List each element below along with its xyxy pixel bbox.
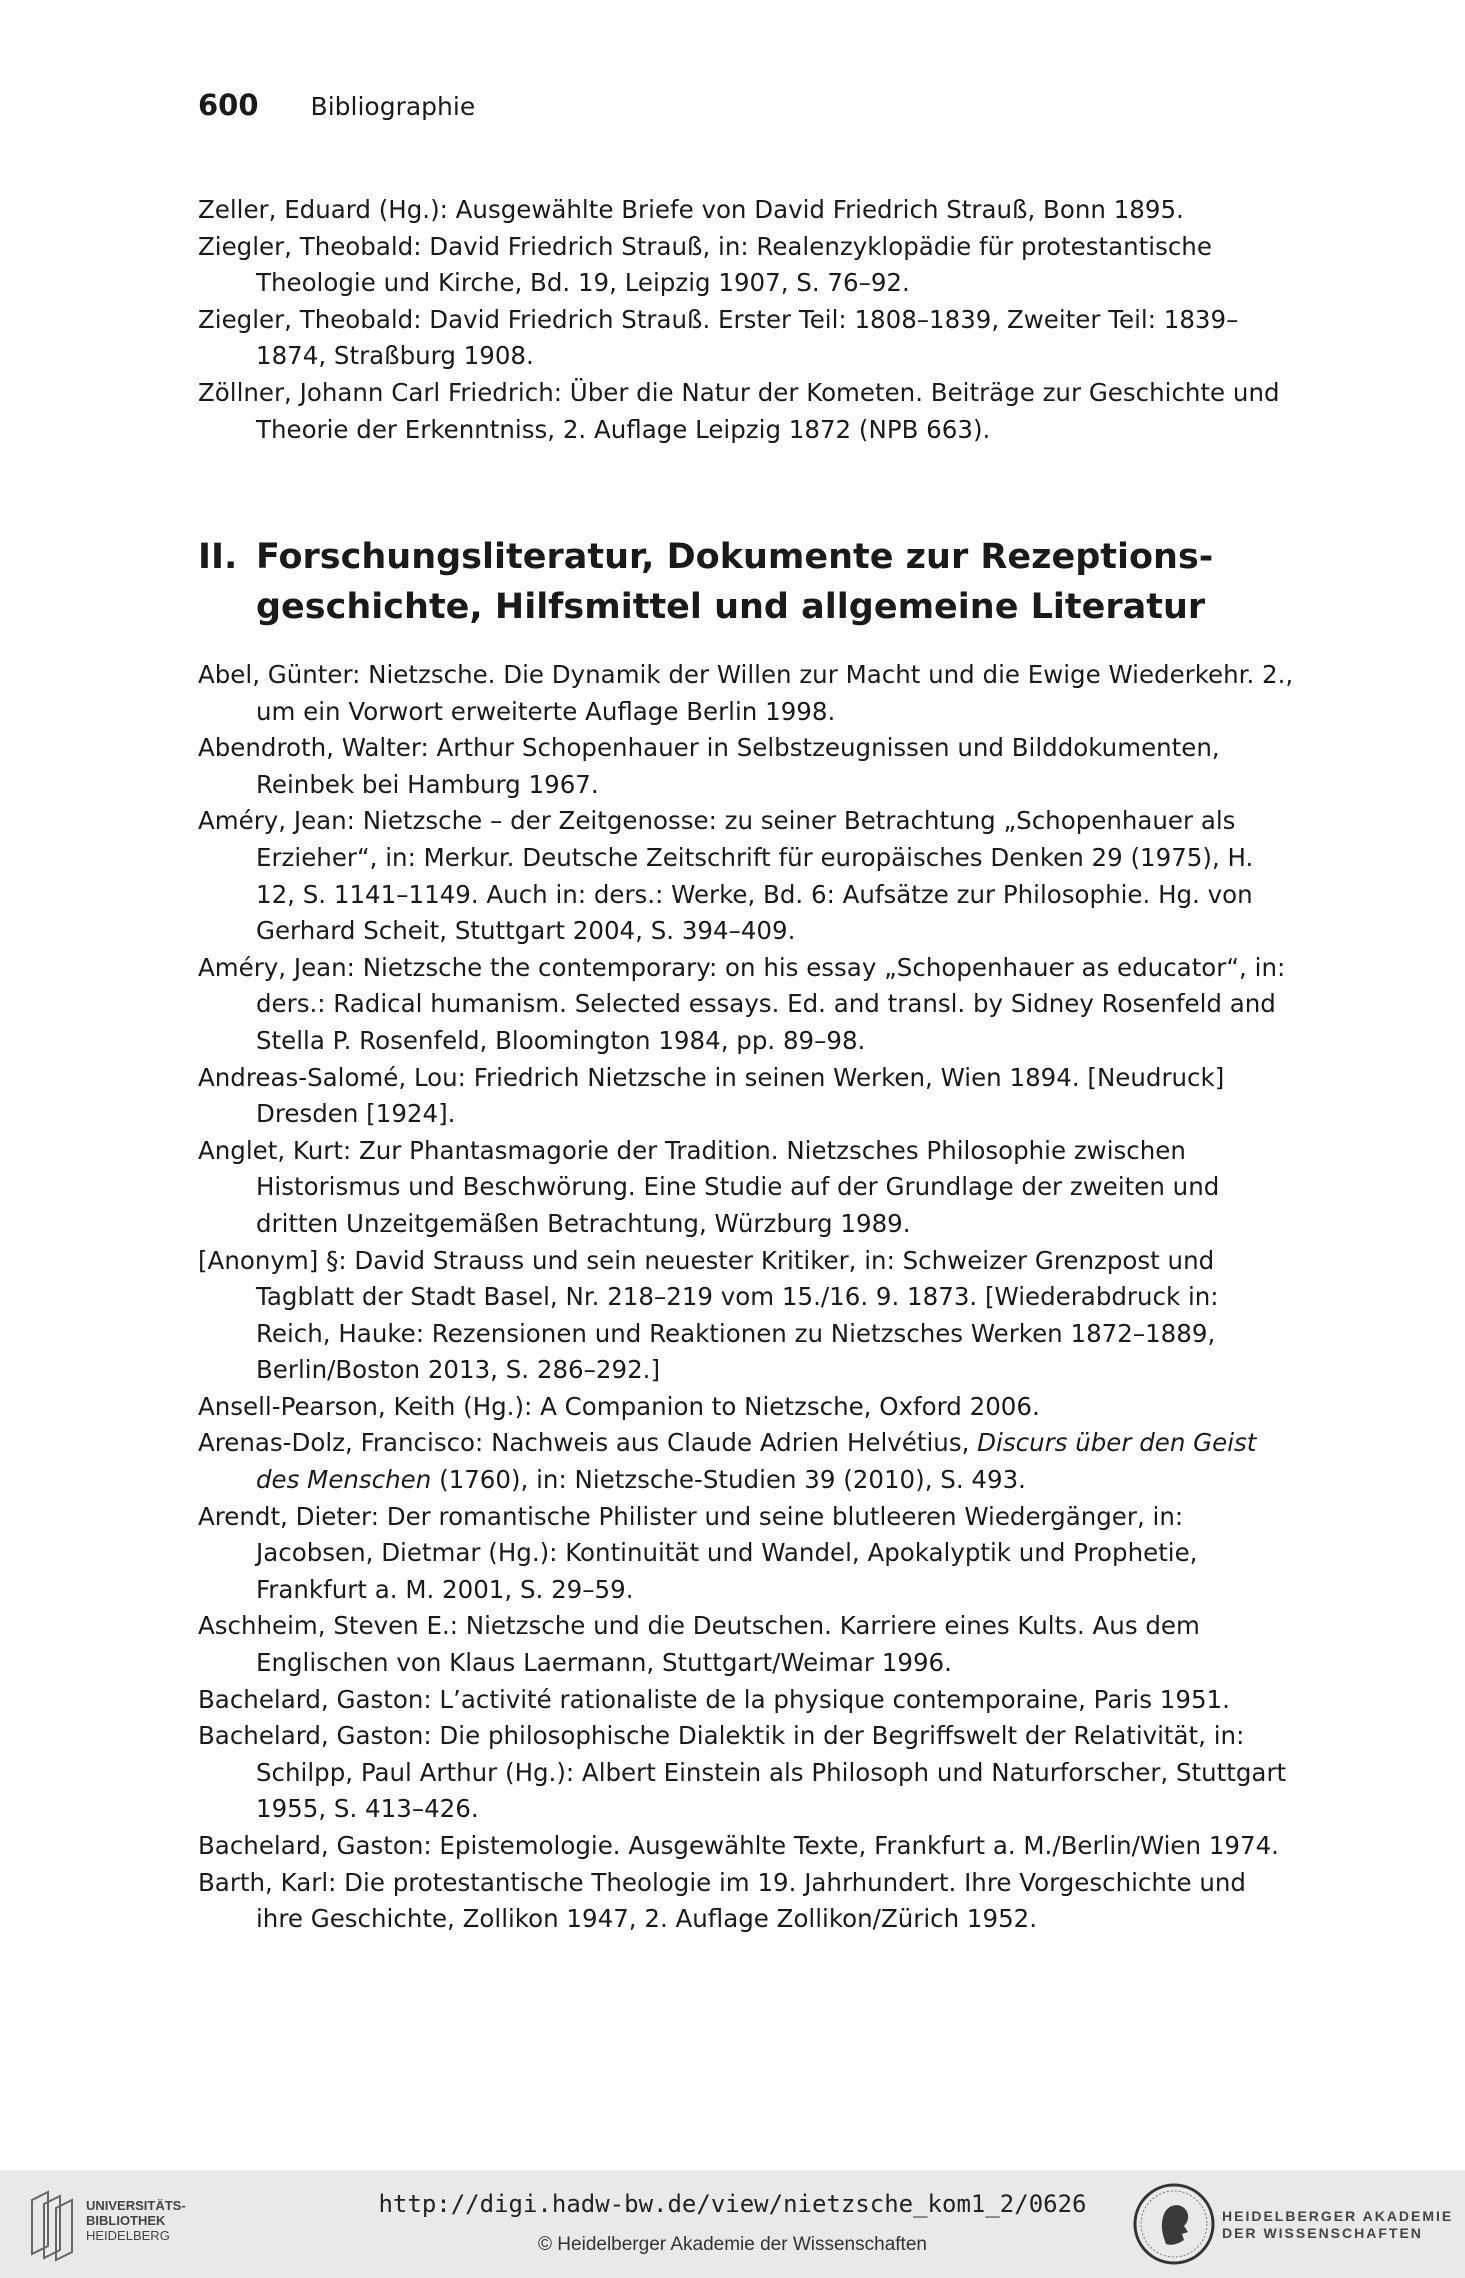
bibliography-entry bbox=[198, 1425, 1298, 1498]
bibliography-entry: Abel, Günter: Nietzsche. Die Dynamik der Willen zur Macht und die Ewige Wiederkehr. 2., um ein Vorwort erweiterte Auflage Berlin 1998. bbox=[198, 660, 1294, 726]
permalink-url[interactable]: http://digi.hadw-bw.de/view/nietzsche_kom1_2/0626 bbox=[378, 2190, 1087, 2218]
running-title: Bibliographie bbox=[310, 92, 476, 121]
academy-label bbox=[1222, 2208, 1453, 2242]
bibliography-entry: Bachelard, Gaston: Die philosophische Dialektik in der Begriffswelt der Relativität, in: Schilpp, Paul Arthur (Hg.): Albert Einstein als Philosoph und Naturforscher, Stuttgart 1955, S. 413–426. bbox=[198, 1721, 1287, 1824]
page-number: 600 bbox=[198, 88, 259, 122]
copyright-notice: © Heidelberger Akademie der Wissenschaften bbox=[538, 2234, 927, 2255]
bibliography-entry: Barth, Karl: Die protestantische Theologie im 19. Jahrhundert. Ihre Vorgeschichte und ihre Geschichte, Zollikon 1947, 2. Auflage Zollikon/Zürich 1952. bbox=[198, 1867, 1246, 1934]
bibliography-entry: Arendt, Dieter: Der romantische Philister und seine blutleeren Wiedergänger, in: Jacobsen, Dietmar (Hg.): Kontinuität und Wandel, Apokalyptik und Prophetie, Frankfurt a. M. 2001, S. 29–59. bbox=[198, 1501, 1198, 1604]
library-label-line: UNIVERSITÄTS- bbox=[86, 2198, 186, 2213]
entry-italic-title: Discurs über den Geist des Menschen bbox=[256, 1428, 1257, 1495]
section-heading bbox=[198, 532, 1398, 632]
bibliography-list-research bbox=[198, 657, 1298, 1938]
academy-label-line: HEIDELBERGER AKADEMIE bbox=[1222, 2208, 1454, 2224]
bibliography-entry: Abendroth, Walter: Arthur Schopenhauer in Selbstzeugnissen und Bilddokumenten, Reinbek bei Hamburg 1967. bbox=[198, 733, 1220, 799]
library-label-line: BIBLIOTHEK bbox=[86, 2213, 166, 2228]
bibliography-entry: Améry, Jean: Nietzsche the contemporary: on his essay „Schopenhauer as educator“, in: ders.: Radical humanism. Selected essays. Ed. and transl. by Sidney Rosenfeld and Stella P. Rosenfeld, Bloomington 1984, pp. 89–98. bbox=[198, 952, 1286, 1055]
section-title-line2: geschichte, Hilfsmittel und allgemeine Literatur bbox=[256, 587, 1206, 627]
running-head bbox=[198, 88, 475, 122]
digitization-footer bbox=[0, 2170, 1465, 2278]
bibliography-entry: Bachelard, Gaston: Epistemologie. Ausgewählte Texte, Frankfurt a. M./Berlin/Wien 1974. bbox=[198, 1831, 1279, 1860]
entry-text: (1760), in: Nietzsche-Studien 39 (2010), S. 493. bbox=[431, 1465, 1026, 1495]
section-title-line1: Forschungsliteratur, Dokumente zur Rezeptions- bbox=[256, 537, 1214, 577]
bibliography-entry: Zeller, Eduard (Hg.): Ausgewählte Briefe von David Friedrich Strauß, Bonn 1895. bbox=[198, 195, 1184, 224]
bibliography-entry: Andreas-Salomé, Lou: Friedrich Nietzsche in seinen Werken, Wien 1894. [Neudruck] Dresden [1924]. bbox=[198, 1062, 1225, 1129]
bibliography-list-primary bbox=[198, 192, 1298, 448]
bibliography-entry: Bachelard, Gaston: L’activité rationaliste de la physique contemporaine, Paris 1951. bbox=[198, 1684, 1230, 1714]
bibliography-entry: Ziegler, Theobald: David Friedrich Strauß, in: Realenzyklopädie für protestantische Theologie und Kirche, Bd. 19, Leipzig 1907, S. 76–92. bbox=[198, 231, 1212, 298]
bibliography-entry: Zöllner, Johann Carl Friedrich: Über die Natur der Kometen. Beiträge zur Geschichte und Theorie der Erkenntniss, 2. Auflage Leipzig 1872 (NPB 663). bbox=[198, 377, 1280, 444]
entry-text: Arenas-Dolz, Francisco: Nachweis aus Claude Adrien Helvétius, bbox=[198, 1428, 978, 1458]
bibliography-entry: Anglet, Kurt: Zur Phantasmagorie der Tradition. Nietzsches Philosophie zwischen Historismus und Beschwörung. Eine Studie auf der Grundlage der zweiten und dritten Unzeitgemäßen Betrachtung, Würzburg 1989. bbox=[198, 1135, 1220, 1238]
library-label-line: HEIDELBERG bbox=[86, 2228, 170, 2243]
section-number: II. bbox=[198, 537, 238, 577]
bibliography-entry: Améry, Jean: Nietzsche – der Zeitgenosse: zu seiner Betrachtung „Schopenhauer als Erzieher“, in: Merkur. Deutsche Zeitschrift für europäisches Denken 29 (1975), H. 12, S. 1141–1149. Auch in: ders.: Werke, Bd. 6: Aufsätze zur Philosophie. Hg. von Gerhard Scheit, Stuttgart 2004, S. 394–409. bbox=[198, 806, 1254, 946]
bibliography-entry: [Anonym] §: David Strauss und sein neuester Kritiker, in: Schweizer Grenzpost und Tagblatt der Stadt Basel, Nr. 218–219 vom 15./16. 9. 1873. [Wiederabdruck in: Reich, Hauke: Rezensionen und Reaktionen zu Nietzsches Werken 1872–1889, Berlin/Boston 2013, S. 286–292.] bbox=[198, 1245, 1219, 1385]
academy-label-line: DER WISSENSCHAFTEN bbox=[1222, 2225, 1423, 2241]
bibliography-entry: Ansell-Pearson, Keith (Hg.): A Companion to Nietzsche, Oxford 2006. bbox=[198, 1391, 1040, 1421]
academy-head-emblem-icon bbox=[1132, 2182, 1216, 2266]
bibliography-entry: Aschheim, Steven E.: Nietzsche und die Deutschen. Karriere eines Kults. Aus dem Englischen von Klaus Laermann, Stuttgart/Weimar 1996. bbox=[198, 1611, 1200, 1678]
bibliography-entry: Ziegler, Theobald: David Friedrich Strauß. Erster Teil: 1808–1839, Zweiter Teil: 1839–1874, Straßburg 1908. bbox=[198, 304, 1239, 371]
